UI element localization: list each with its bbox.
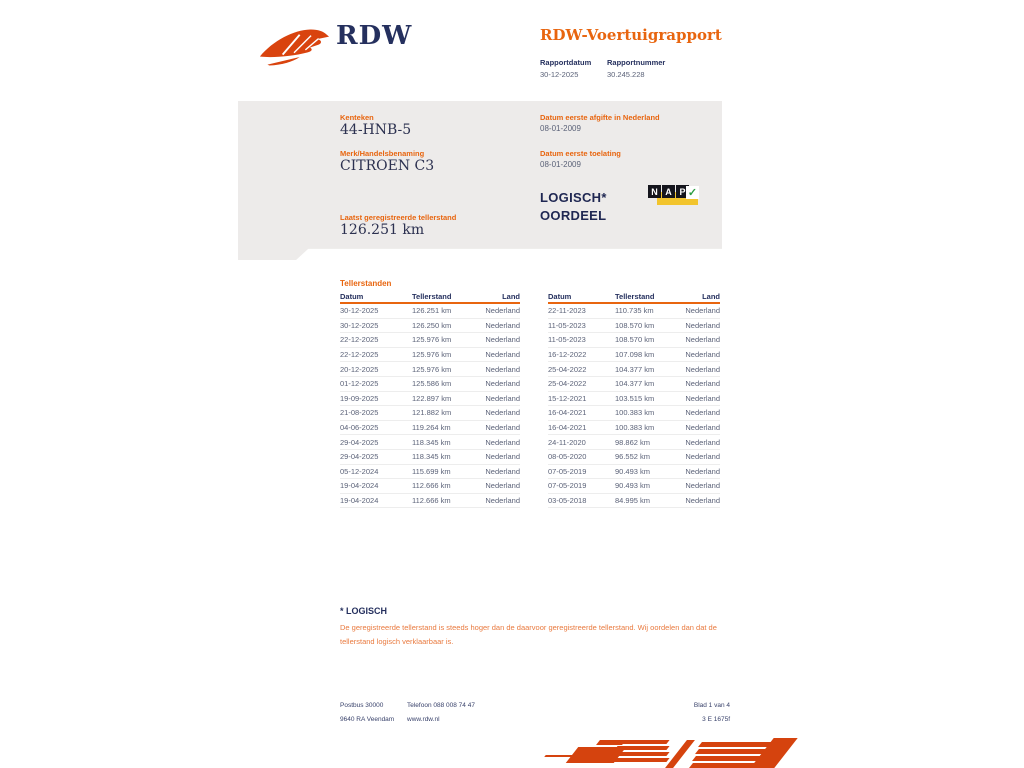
table-cell: Nederland — [685, 452, 720, 462]
table-cell: 90.493 km — [615, 481, 651, 491]
table-row — [340, 348, 520, 363]
oordeel-line2: OORDEEL — [540, 208, 607, 223]
table-row — [340, 377, 520, 392]
table-cell: 30-12-2025 — [340, 306, 379, 316]
col-header-datum: Datum — [340, 292, 364, 301]
tellerstanden-table-left — [340, 291, 520, 508]
table-cell: 25-04-2022 — [548, 379, 587, 389]
nap-check-icon: ✓ — [687, 187, 698, 199]
table-cell: 16-04-2021 — [548, 408, 587, 418]
table-cell: Nederland — [685, 320, 720, 330]
nap-letter-n: N — [648, 185, 661, 198]
table-cell: 107.098 km — [615, 350, 655, 360]
table-cell: 110.735 km — [615, 306, 654, 316]
table-row — [548, 450, 720, 465]
table-cell: 29-04-2025 — [340, 437, 379, 447]
merk-label: Merk/Handelsbenaming — [340, 149, 425, 158]
tellerstanden-title: Tellerstanden — [340, 279, 392, 288]
table-cell: 25-04-2022 — [548, 364, 587, 374]
table-row — [340, 421, 520, 436]
table-cell: 29-04-2025 — [340, 452, 379, 462]
table-cell: 119.264 km — [412, 423, 451, 433]
report-number-value: 30.245.228 — [607, 70, 645, 79]
table-cell: 05-12-2024 — [340, 466, 379, 476]
table-cell: 11-05-2023 — [548, 335, 586, 345]
table-cell: 112.666 km — [412, 496, 451, 506]
table-cell: 11-05-2023 — [548, 320, 586, 330]
table-cell: 04-06-2025 — [340, 423, 379, 433]
table-cell: 125.976 km — [412, 335, 452, 345]
table-row — [548, 377, 720, 392]
table-cell: Nederland — [685, 466, 720, 476]
table-row — [340, 392, 520, 407]
table-row — [548, 319, 720, 334]
table-row — [548, 333, 720, 348]
table-row — [340, 406, 520, 421]
table-cell: Nederland — [685, 335, 720, 345]
footer-address-line2: 9640 RA Veendam — [340, 716, 395, 723]
table-cell: 118.345 km — [412, 452, 451, 462]
table-row — [340, 362, 520, 377]
rdw-logo-wing-icon — [258, 26, 330, 70]
nap-letter-p: P — [676, 185, 689, 198]
afgifte-value: 08-01-2009 — [540, 124, 581, 133]
nap-letter-a: A — [662, 185, 675, 198]
col-header-tellerstand: Tellerstand — [412, 292, 452, 301]
table-row — [548, 435, 720, 450]
table-cell: Nederland — [485, 335, 520, 345]
table-cell: 126.250 km — [412, 320, 452, 330]
table-row — [340, 450, 520, 465]
table-cell: Nederland — [685, 393, 720, 403]
table-cell: Nederland — [685, 350, 720, 360]
table-row — [340, 479, 520, 494]
tellerstand-label: Laatst geregistreerde tellerstand — [340, 213, 457, 222]
table-cell: Nederland — [685, 379, 720, 389]
table-cell: 03-05-2018 — [548, 496, 587, 506]
table-cell: 108.570 km — [615, 320, 655, 330]
table-body-right — [548, 304, 720, 508]
table-row — [548, 406, 720, 421]
table-cell: Nederland — [685, 481, 720, 491]
footer-address-line1: Postbus 30000 — [340, 702, 384, 709]
table-cell: 16-12-2022 — [548, 350, 587, 360]
table-cell: 100.383 km — [615, 423, 655, 433]
table-cell: 19-04-2024 — [340, 481, 379, 491]
table-cell: 20-12-2025 — [340, 364, 379, 374]
table-header-row — [548, 291, 720, 304]
table-cell: Nederland — [685, 408, 720, 418]
table-cell: 22-12-2025 — [340, 350, 379, 360]
logisch-heading-text: LOGISCH — [346, 606, 388, 616]
rdw-wordmark: RDW — [336, 21, 413, 51]
table-row — [548, 421, 720, 436]
table-cell: 98.862 km — [615, 437, 651, 447]
vehicle-summary-box — [238, 101, 722, 260]
table-cell: 96.552 km — [615, 452, 651, 462]
table-body-left — [340, 304, 520, 508]
table-cell: 104.377 km — [615, 379, 655, 389]
table-row — [548, 494, 720, 509]
table-cell: 125.976 km — [412, 364, 452, 374]
table-cell: 100.383 km — [615, 408, 655, 418]
table-cell: 104.377 km — [615, 364, 655, 374]
report-title: RDW-Voertuigrapport — [540, 26, 722, 44]
col-header-datum: Datum — [548, 292, 572, 301]
table-row — [340, 465, 520, 480]
table-cell: 15-12-2021 — [548, 393, 587, 403]
table-row — [548, 304, 720, 319]
table-cell: 07-05-2019 — [548, 466, 587, 476]
table-cell: 21-08-2025 — [340, 408, 379, 418]
table-cell: 90.493 km — [615, 466, 651, 476]
table-cell: Nederland — [485, 423, 520, 433]
table-cell: Nederland — [685, 364, 720, 374]
table-row — [548, 362, 720, 377]
table-cell: Nederland — [485, 437, 520, 447]
table-cell: Nederland — [485, 306, 520, 316]
table-cell: Nederland — [485, 466, 520, 476]
logisch-asterisk: * — [340, 606, 344, 616]
logisch-heading — [340, 606, 387, 616]
table-cell: 19-09-2025 — [340, 393, 379, 403]
table-cell: 122.897 km — [412, 393, 452, 403]
table-cell: Nederland — [485, 393, 520, 403]
footer-page-indicator: Blad 1 van 4 — [693, 702, 730, 709]
table-row — [548, 479, 720, 494]
table-cell: 22-12-2025 — [340, 335, 379, 345]
report-date-value: 30-12-2025 — [540, 70, 579, 79]
footer-phone: Telefoon 088 008 74 47 — [407, 702, 475, 709]
table-cell: 08-05-2020 — [548, 452, 587, 462]
footer-form-code: 3 E 1675f — [702, 716, 730, 723]
table-row — [340, 304, 520, 319]
tellerstand-value: 126.251 km — [340, 222, 425, 238]
table-cell: 19-04-2024 — [340, 496, 379, 506]
table-cell: 125.976 km — [412, 350, 452, 360]
table-cell: 22-11-2023 — [548, 306, 586, 316]
col-header-tellerstand: Tellerstand — [615, 292, 655, 301]
kenteken-value: 44-HNB-5 — [340, 122, 412, 138]
oordeel-line1: LOGISCH* — [540, 190, 607, 205]
table-cell: 126.251 km — [412, 306, 452, 316]
table-header-row — [340, 291, 520, 304]
table-cell: Nederland — [485, 350, 520, 360]
table-row — [340, 435, 520, 450]
table-cell: 24-11-2020 — [548, 437, 586, 447]
merk-value: CITROEN C3 — [340, 158, 435, 174]
report-date-label: Rapportdatum — [540, 58, 592, 67]
table-cell: Nederland — [685, 496, 720, 506]
table-cell: 121.882 km — [412, 408, 452, 418]
table-cell: 112.666 km — [412, 481, 451, 491]
table-cell: Nederland — [685, 306, 720, 316]
table-cell: Nederland — [485, 496, 520, 506]
table-row — [340, 319, 520, 334]
table-cell: 125.586 km — [412, 379, 452, 389]
table-cell: 118.345 km — [412, 437, 451, 447]
col-header-land: Land — [702, 292, 720, 301]
table-cell: Nederland — [485, 364, 520, 374]
table-cell: Nederland — [685, 423, 720, 433]
table-row — [548, 348, 720, 363]
table-row — [340, 494, 520, 509]
table-cell: 84.995 km — [615, 496, 651, 506]
table-cell: 16-04-2021 — [548, 423, 587, 433]
kenteken-label: Kenteken — [340, 113, 374, 122]
footer-website: www.rdw.nl — [407, 716, 440, 723]
table-cell: 108.570 km — [615, 335, 655, 345]
toelating-value: 08-01-2009 — [540, 160, 581, 169]
col-header-land: Land — [502, 292, 520, 301]
table-cell: Nederland — [485, 320, 520, 330]
table-cell: 103.515 km — [615, 393, 655, 403]
table-cell: Nederland — [485, 452, 520, 462]
afgifte-label: Datum eerste afgifte in Nederland — [540, 113, 660, 122]
nap-logo — [648, 185, 700, 208]
table-cell: Nederland — [485, 408, 520, 418]
tellerstanden-table-right — [548, 291, 720, 508]
toelating-label: Datum eerste toelating — [540, 149, 621, 158]
logisch-explanation-text: De geregistreerde tellerstand is steeds hoger dan de daarvoor geregistreerde tellerstand. Wij oordelen dan dat de tellerstand logisch verklaarbaar is. — [340, 623, 717, 646]
table-row — [548, 392, 720, 407]
table-cell: 30-12-2025 — [340, 320, 379, 330]
report-number-label: Rapportnummer — [607, 58, 666, 67]
table-cell: Nederland — [485, 481, 520, 491]
table-cell: Nederland — [485, 379, 520, 389]
table-cell: Nederland — [685, 437, 720, 447]
table-cell: 07-05-2019 — [548, 481, 587, 491]
table-row — [340, 333, 520, 348]
table-cell: 115.699 km — [412, 466, 451, 476]
table-cell: 01-12-2025 — [340, 379, 379, 389]
table-row — [548, 465, 720, 480]
